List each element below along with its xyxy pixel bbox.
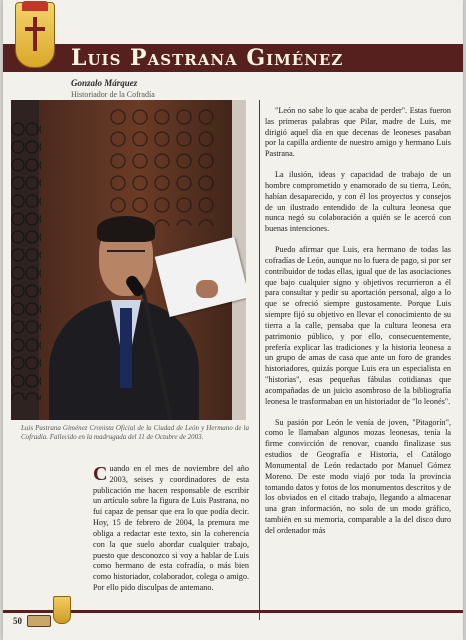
paragraph-2: La ilusión, ideas y capacidad de trabajo de un hombre comprometido y enamorado de su tierra, León, habían desaparecido, y con él los proyectos y consejos de un ilustrado entendido de la cultura leonesa que nunca negó su colaboración a quién se le acercó con buenas intenciones.: [265, 170, 451, 234]
drop-cap: C: [93, 463, 108, 485]
footer-shield-icon: [53, 596, 71, 624]
page-number: 50: [13, 616, 22, 626]
portrait-photo: [11, 100, 246, 420]
intro-paragraph: [93, 464, 249, 594]
paragraph-1: "León no sabe lo que acaba de perder". Estas fueron las primeras palabras que Pilar, madre de Luis, me dirigió aquel día en que decenas de leoneses pasaban por la capilla ardiente de nuestro amigo y hermano Luis Pastrana.: [265, 106, 451, 159]
intro-text: uando en el mes de noviembre del año 2003, seises y coordinadores de esta publicación me hacen responsable de escribir un artículo sobre la figura de Luis Pastrana, no fui capaz de pensar que era lo que podía decir. Hoy, 15 de febrero de 2004, la premura me obliga a redactar este texto, sin la coherencia con la que suelo abordar cualquier trabajo, puesto que desconozco si voy a hablar de Luis como hermano de esta cofradía, o más bien como historiador, colaborador, colega o amigo. Por ello pido disculpas de antemano.: [93, 464, 249, 593]
paragraph-4: Su pasión por León le venía de joven, "Pitagorín", como le llamaban algunos mozas leonesas, tenía la firme convicción de renovar, cuando finalizase sus estudios de Geografía e Historia, el Catálogo Monumental de León redactado por Manuel Gómez Moreno. De este modo viajó por toda la provincia tomando datos y fotos de los monumentos descritos y de los obviados en el citado trabajo, llegando a almacenar una gran información, no solo de un modo gráfico, también en su memoria, comparable a la del disco duro del ordenador más: [265, 417, 451, 535]
coat-of-arms-icon: [15, 2, 55, 68]
author-name: Gonzalo Márquez: [71, 78, 138, 88]
paragraph-3: Puedo afirmar que Luis, era hermano de todas las cofradías de León, aunque no lo fuera de pago, si por ser contribuidor de todas ellas, igual que de las asociaciones que bajo cualquier signo y objetivos recurrieron a él para consultar y pedir su aportación personal, algo a lo que se ofreció siempre gustosamente. Porque Luis siempre fijó su objetivo en llevar el conocimiento de su tierra a la calle, pensaba que la cultura leonesa era patrimonio público, y por ello, consecuentemente, prefería explicar las tradiciones y la historia leonesa a un grupo de amas de casa que ante un foro de grandes historiadores, quizás porque Luis era un especialista en "historias", esas pequeñas fábulas cotidianas que acompañadas de un juicio asombroso de la bibliografía leonesa le trasformaban en un historiador de "lo leonés".: [265, 245, 451, 406]
left-column: [93, 464, 249, 604]
footer-bar: [3, 610, 463, 613]
magazine-page: [3, 0, 463, 640]
cofradia-logo-icon: [27, 615, 51, 627]
photo-caption: Luis Pastrana Giménez Cronista Oficial de la Ciudad de León y Hermano de la Cofradía. Fallecido en la madrugada del 11 de Octubre de 2003.: [21, 424, 249, 442]
right-column: [265, 106, 451, 547]
column-divider: [259, 100, 260, 620]
page-title: Luis Pastrana Giménez: [71, 45, 344, 71]
author-role: Historiador de la Cofradía: [71, 90, 155, 99]
